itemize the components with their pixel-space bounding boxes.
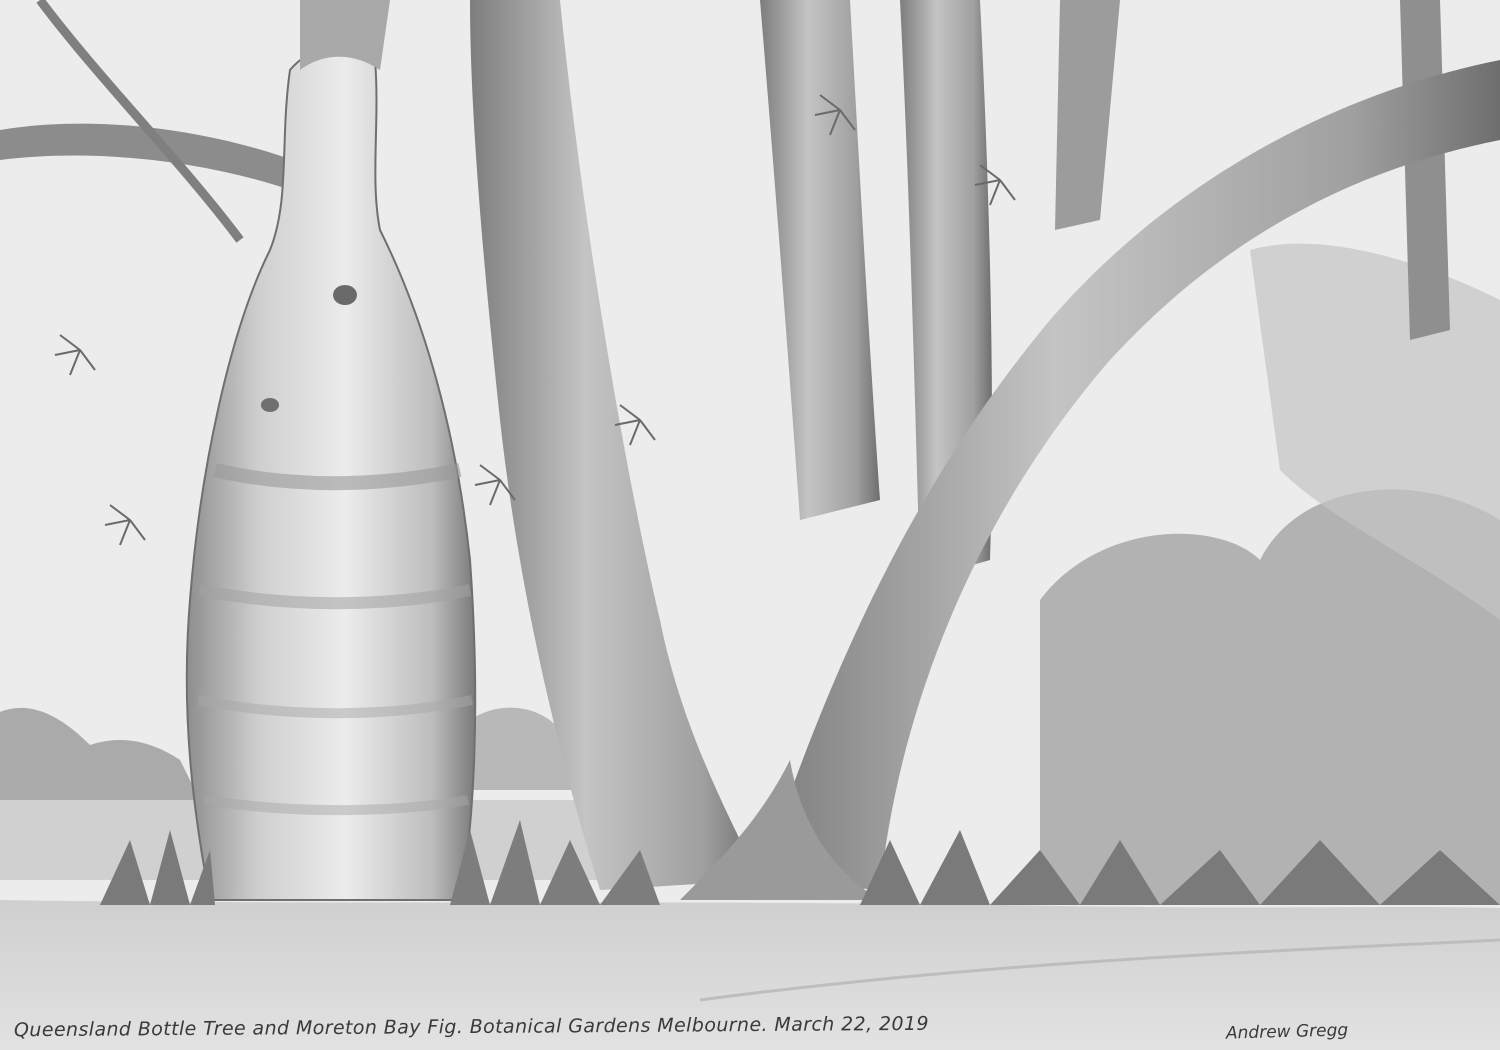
artist-signature: Andrew Gregg	[1225, 1020, 1349, 1044]
bark-knot	[333, 285, 357, 305]
bark-knot	[261, 398, 279, 412]
drawing-caption: Queensland Bottle Tree and Moreton Bay Fig. Botanical Gardens Melbourne. March 22, 2019	[13, 1012, 930, 1042]
